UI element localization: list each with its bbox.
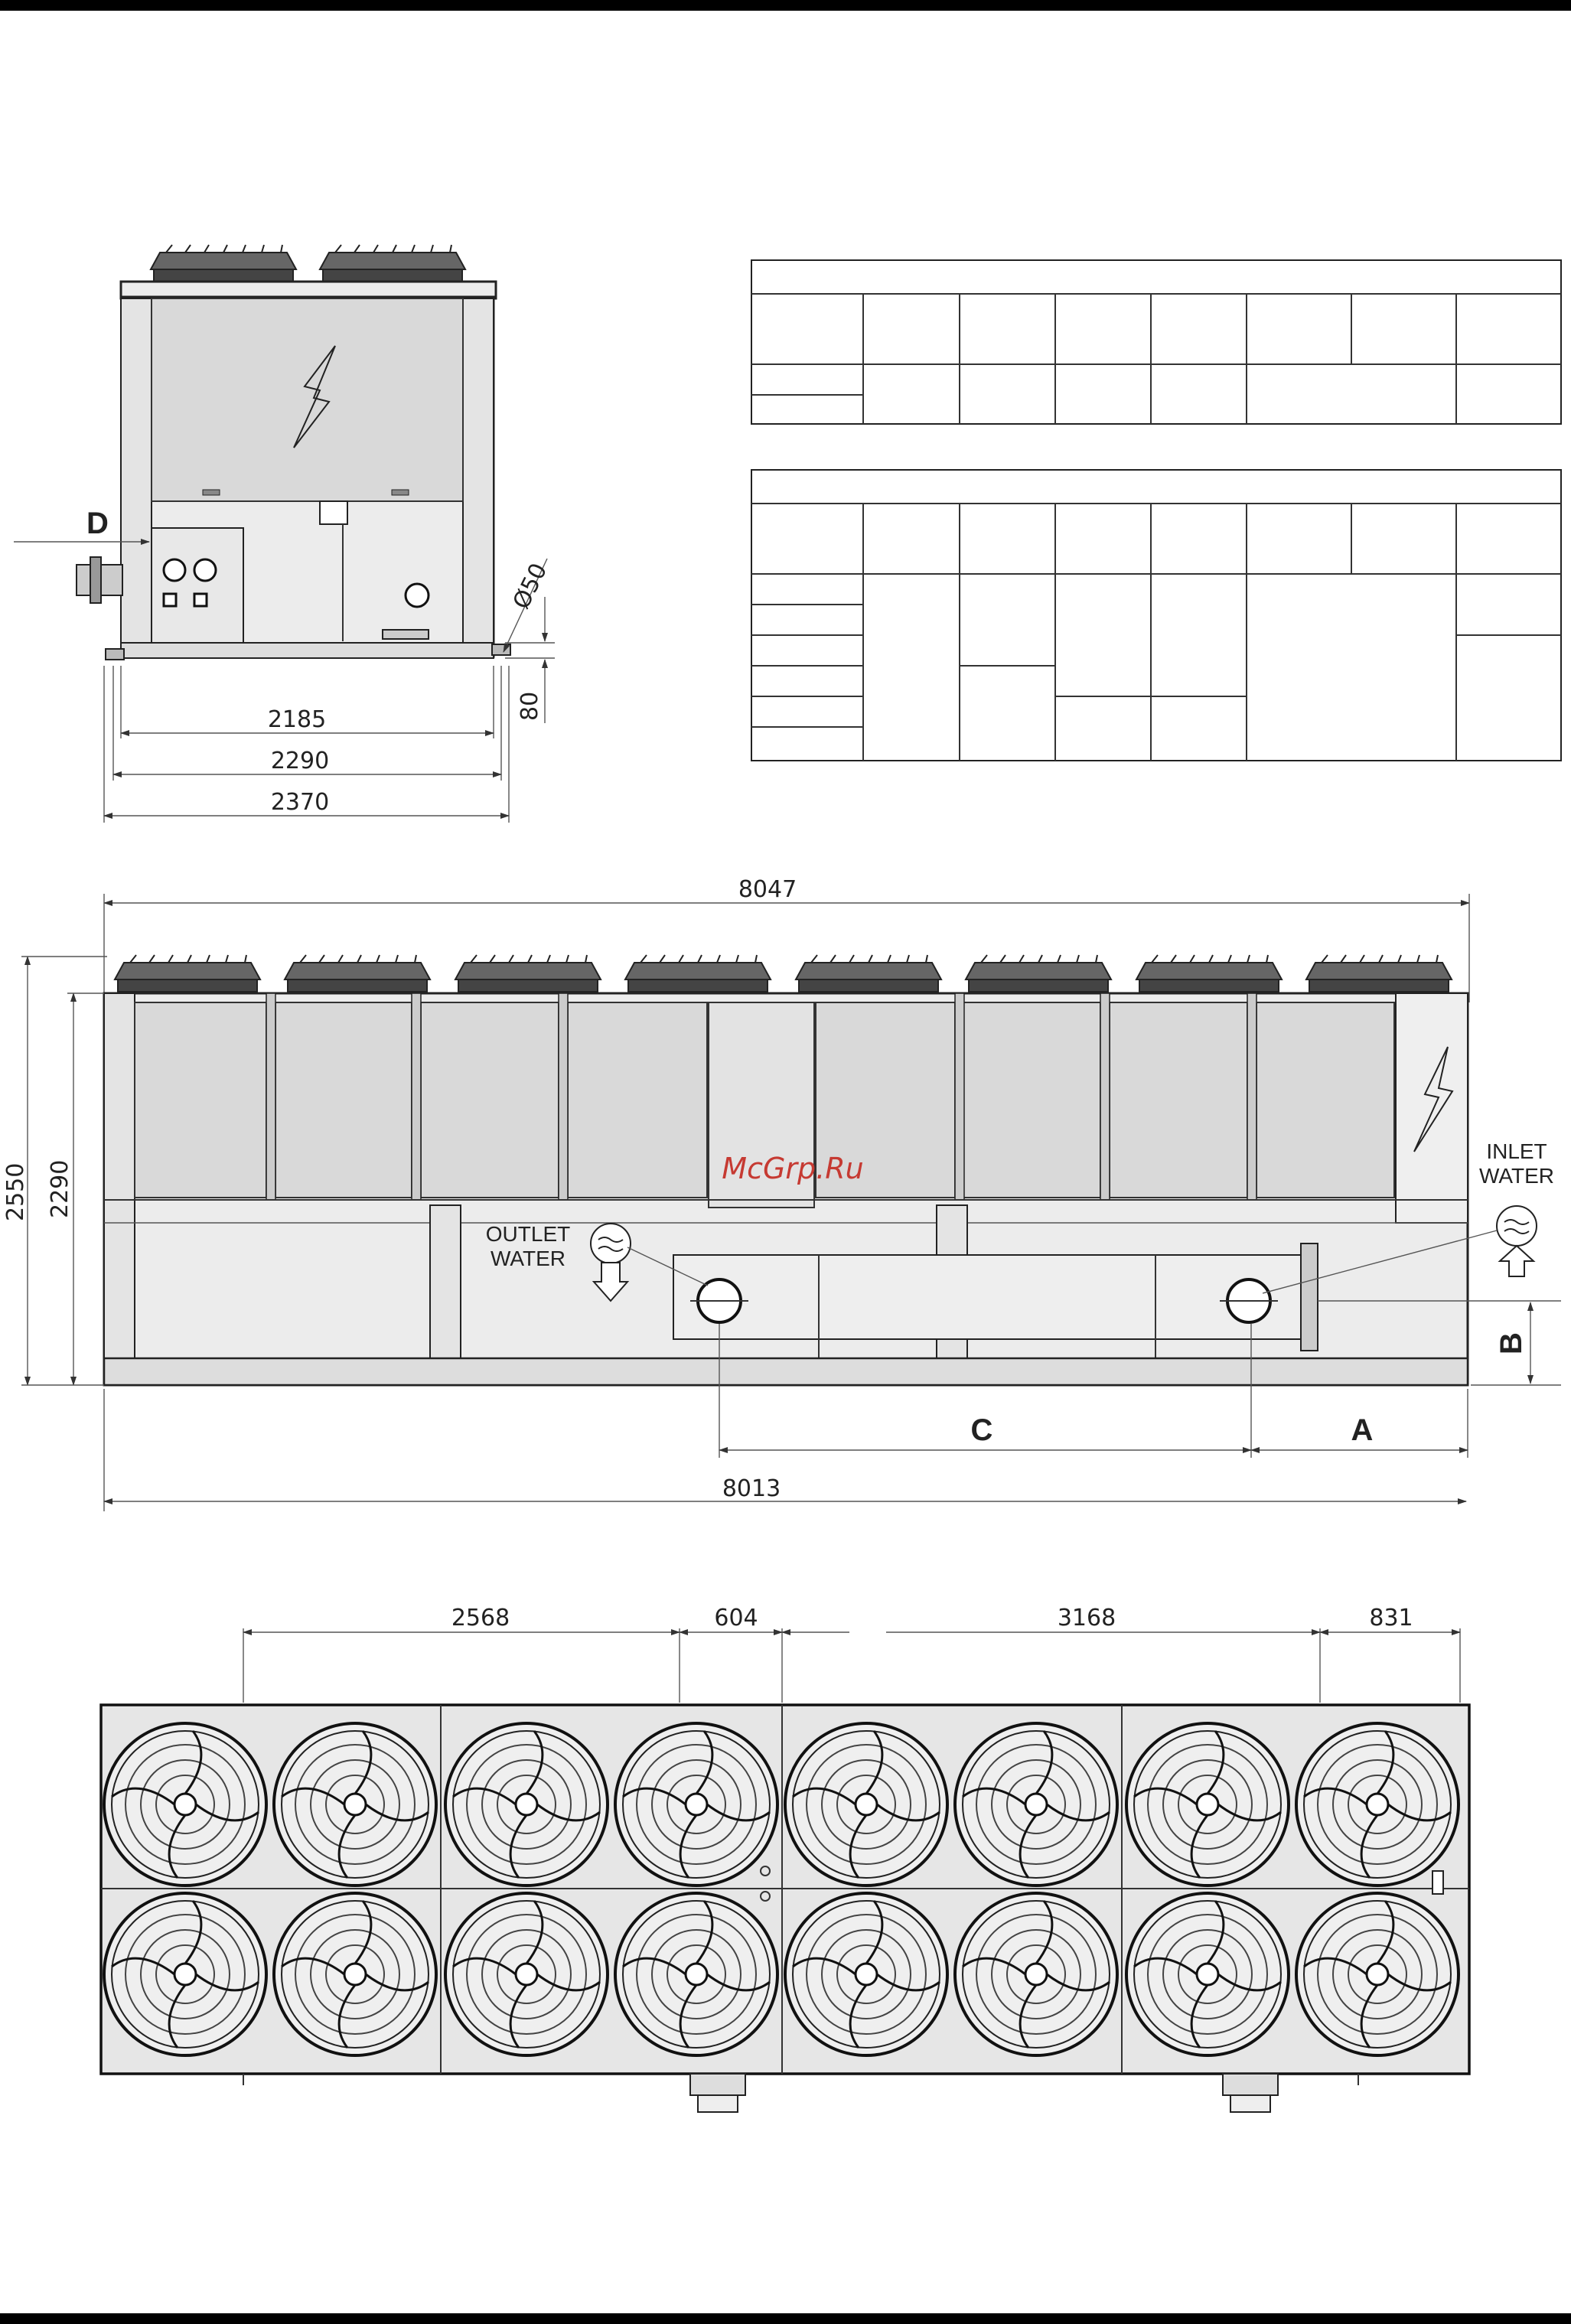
fan-icon [785, 1723, 947, 1886]
fan-icon [104, 1893, 266, 2055]
dim-foot-80: 80 [517, 691, 543, 721]
fan-icon [445, 1723, 608, 1886]
fan-top-icon [1136, 955, 1282, 992]
fan-icon [785, 1893, 947, 2055]
label-inlet-line2: WATER [1479, 1164, 1554, 1188]
inlet-pipe-stub [1223, 2074, 1278, 2095]
fan-icon [1126, 1893, 1289, 2055]
label-inlet-line1: INLET [1486, 1139, 1547, 1163]
label-outlet-line2: WATER [491, 1247, 565, 1270]
dim-front-2290: 2290 [270, 748, 330, 774]
dim-top-831: 831 [1369, 1605, 1413, 1631]
dim-height-2290: 2290 [47, 1159, 73, 1218]
fan-icon [1126, 1723, 1289, 1886]
outlet-water-icon [591, 1224, 631, 1263]
front-base [121, 643, 494, 658]
fan-top-icon [796, 955, 941, 992]
label-c: C [970, 1413, 993, 1447]
fan-top-icon [966, 955, 1111, 992]
fan-icon [955, 1893, 1117, 2055]
fan-top-icon [151, 245, 296, 282]
label-a: A [1351, 1413, 1374, 1447]
watermark: McGrp.Ru [722, 1152, 864, 1185]
outlet-pipe-stub [690, 2074, 745, 2095]
connection-box [152, 528, 243, 643]
fan-icon [104, 1723, 266, 1886]
fan-icon [445, 1893, 608, 2055]
fan-top-icon [455, 955, 601, 992]
dim-front-2370: 2370 [270, 789, 330, 816]
label-d: D [86, 507, 109, 540]
fan-icon [615, 1893, 777, 2055]
top-view [101, 1605, 1469, 2112]
dim-hole-diameter: Ø50 [507, 559, 553, 614]
fan-top-icon [285, 955, 430, 992]
side-view [2, 876, 1561, 1511]
spec-table-1 [751, 260, 1561, 424]
fan-icon [615, 1723, 777, 1886]
fan-icon [1296, 1723, 1459, 1886]
fan-icon [1296, 1893, 1459, 2055]
evaporator-shell [673, 1255, 1309, 1339]
fan-top-icon [115, 955, 260, 992]
fan-top-icon [625, 955, 771, 992]
fan-icon [274, 1723, 436, 1886]
dim-length-8013: 8013 [722, 1475, 781, 1502]
front-right-post [463, 298, 494, 658]
front-left-post [121, 298, 152, 658]
fan-icon [274, 1893, 436, 2055]
front-view [14, 245, 555, 823]
label-outlet-line1: OUTLET [485, 1222, 571, 1246]
dim-top-2568: 2568 [451, 1605, 510, 1631]
dim-top-604: 604 [714, 1605, 758, 1631]
dim-top-3168: 3168 [1057, 1605, 1116, 1631]
label-b: B [1494, 1332, 1528, 1354]
inlet-water-icon [1497, 1206, 1537, 1246]
front-electrical-panel [152, 298, 463, 501]
dim-length-8047: 8047 [738, 876, 797, 903]
fan-icon [955, 1723, 1117, 1886]
fan-top-icon [320, 245, 465, 282]
dim-height-2550: 2550 [2, 1162, 29, 1221]
side-base-rail [104, 1358, 1468, 1385]
spec-table-2 [751, 470, 1561, 761]
dim-front-2185: 2185 [267, 706, 327, 733]
fan-top-icon [1306, 955, 1452, 992]
